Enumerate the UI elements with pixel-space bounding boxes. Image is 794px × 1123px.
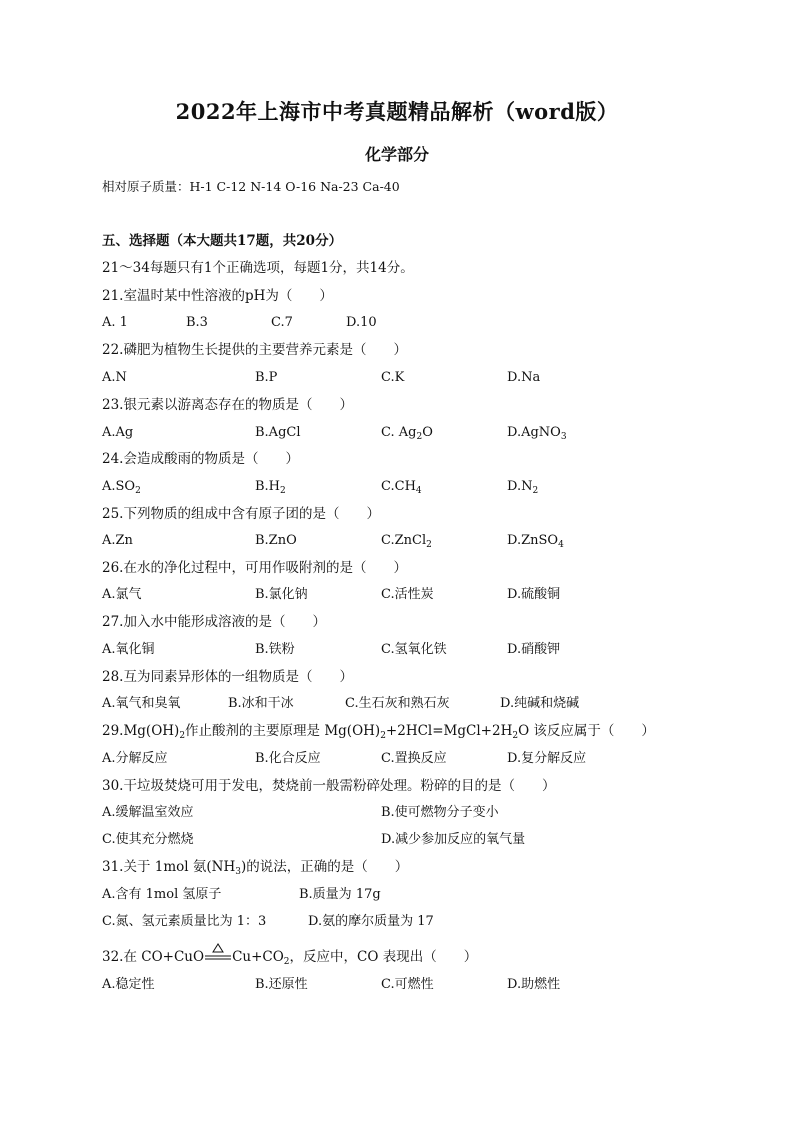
- q22-option-b: B.P: [255, 370, 278, 385]
- page-subtitle: 化学部分: [364, 145, 429, 164]
- q30-option-a: A.缓解温室效应: [102, 805, 194, 820]
- q29-option-c: C.置换反应: [381, 751, 447, 766]
- q24-option-a: $A.SO_2$: [102, 479, 141, 496]
- q28-option-b: B.冰和干冰: [228, 696, 294, 711]
- q29-option-a: A.分解反应: [102, 751, 168, 766]
- question-30-stem: 30.干垃圾焚烧可用于发电，焚烧前一般需粉碎处理。粉碎的目的是（ ）: [102, 778, 556, 794]
- question-22-stem: 22.磷肥为植物生长提供的主要营养元素是（ ）: [102, 342, 407, 358]
- q26-option-a: A.氯气: [102, 587, 142, 602]
- question-25-stem: 25.下列物质的组成中含有原子团的是（ ）: [102, 506, 380, 522]
- q31-option-c: C.氮、氢元素质量比为 1：3: [102, 914, 267, 929]
- q22-option-a: A.N: [102, 370, 127, 385]
- q32-option-d: D.助燃性: [507, 977, 561, 992]
- q32-option-b: B.还原性: [255, 977, 308, 992]
- q31-option-b: B.质量为 17g: [299, 887, 381, 902]
- question-29-stem: $29.Mg(OH)_2$作止酸剂的主要原理是 $Mg(OH)_2+2HCl=MgCl+2H_2O$ 该反应属于（ ）: [102, 723, 655, 741]
- q27-option-d: D.硝酸钾: [507, 642, 561, 657]
- q29-option-b: B.化合反应: [255, 751, 321, 766]
- q23-option-b: B.AgCl: [255, 425, 301, 440]
- q24-option-c: $C.CH_4$: [381, 479, 422, 496]
- q25-option-d: D.ZnSO$_4$: [507, 533, 564, 550]
- q23-option-d: D.AgNO$_3$: [507, 425, 567, 442]
- q28-option-a: A.氧气和臭氧: [102, 696, 181, 711]
- q22-option-c: C.K: [381, 370, 405, 385]
- question-23-stem: 23.银元素以游离态存在的物质是（ ）: [102, 397, 353, 413]
- q32-option-c: C.可燃性: [381, 977, 434, 992]
- heating-condition-symbol: [204, 951, 232, 965]
- q31-option-a: A.含有 1mol 氢原子: [102, 887, 222, 902]
- section-heading: 五、选择题（本大题共17题，共20分）: [102, 233, 343, 249]
- q27-option-c: C.氢氧化铁: [381, 642, 447, 657]
- q24-option-b: $B.H_2$: [255, 479, 286, 496]
- q27-option-a: A.氧化铜: [102, 642, 155, 657]
- q26-option-b: B.氯化钠: [255, 587, 308, 602]
- page-title: 2022年上海市中考真题精品解析（word版）: [175, 99, 619, 124]
- q21-option-b: B.3: [186, 315, 208, 330]
- question-28-stem: 28.互为同素异形体的一组物质是（ ）: [102, 669, 353, 685]
- q24-option-d: $D.N_2$: [507, 479, 539, 496]
- q30-option-c: C.使其充分燃烧: [102, 832, 194, 847]
- question-26-stem: 26.在水的净化过程中，可用作吸附剂的是（ ）: [102, 560, 407, 576]
- question-21-stem: 21.室温时某中性溶液的pH为（ ）: [102, 288, 333, 304]
- q22-option-d: D.Na: [507, 370, 541, 385]
- q29-option-d: D.复分解反应: [507, 751, 587, 766]
- q28-option-d: D.纯碱和烧碱: [500, 696, 580, 711]
- q27-option-b: B.铁粉: [255, 642, 295, 657]
- question-31-stem: 31.关于 1mol 氨$(NH_3)$的说法，正确的是（ ）: [102, 859, 409, 877]
- q28-option-c: C.生石灰和熟石灰: [345, 696, 450, 711]
- q30-option-b: B.使可燃物分子变小: [381, 805, 499, 820]
- q21-option-a: A. 1: [102, 315, 128, 330]
- q26-option-d: D.硫酸铜: [507, 587, 561, 602]
- question-32-stem: 32.在 CO+CuO $Cu+CO_2$，反应中，CO 表现出（ ）: [102, 947, 477, 972]
- q30-option-d: D.减少参加反应的氧气量: [381, 832, 526, 847]
- question-27-stem: 27.加入水中能形成溶液的是（ ）: [102, 614, 326, 630]
- q21-option-d: D.10: [346, 315, 377, 330]
- q25-option-a: A.Zn: [102, 533, 133, 548]
- instruction: 21～34每题只有1个正确选项，每题1分，共14分。: [102, 260, 414, 276]
- q23-option-a: A.Ag: [102, 425, 134, 440]
- q26-option-c: C.活性炭: [381, 587, 434, 602]
- q25-option-c: C.ZnCl$_2$: [381, 533, 432, 550]
- q32-option-a: A.稳定性: [102, 977, 155, 992]
- q23-option-c: C. $Ag_2O$: [381, 425, 433, 442]
- q21-option-c: C.7: [271, 315, 293, 330]
- q31-option-d: D.氨的摩尔质量为 17: [308, 914, 434, 929]
- q25-option-b: B.ZnO: [255, 533, 297, 548]
- question-24-stem: 24.会造成酸雨的物质是（ ）: [102, 451, 299, 467]
- atomic-mass-line: 相对原子质量：H-1 C-12 N-14 O-16 Na-23 Ca-40: [102, 179, 400, 194]
